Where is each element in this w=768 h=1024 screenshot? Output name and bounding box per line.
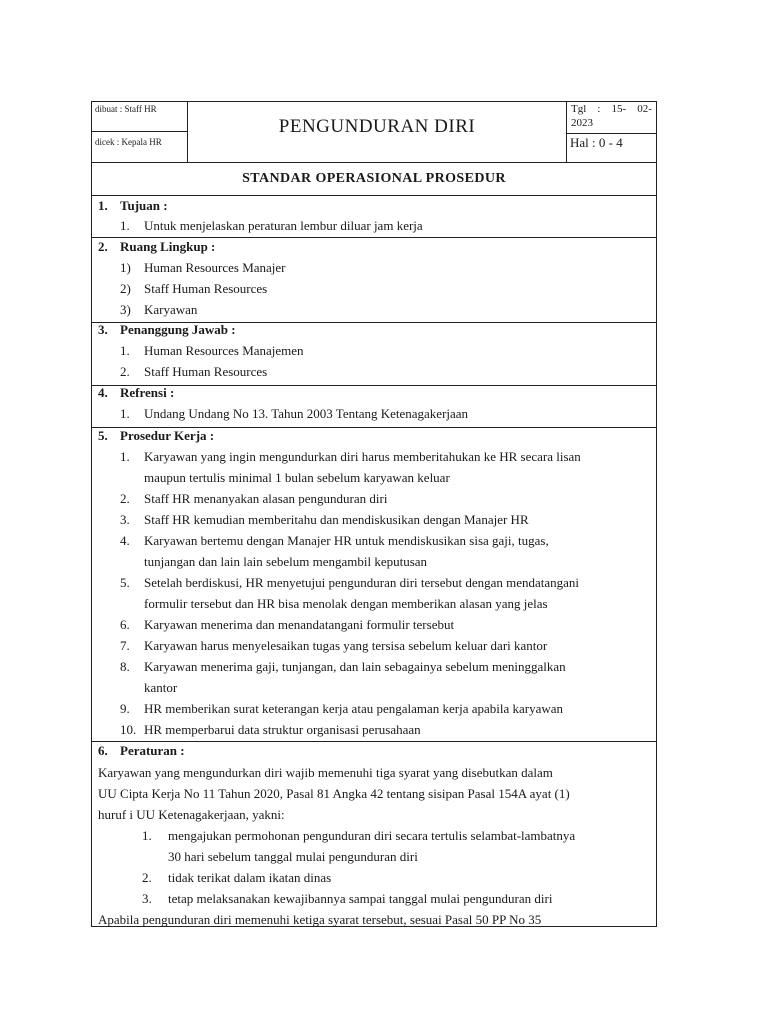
section-title: 1. Tujuan :: [98, 198, 168, 213]
document-title: PENGUNDURAN DIRI: [188, 102, 567, 162]
list-item: 3. tetap melaksanakan kewajibannya sampai tanggal mulai pengunduran diri: [142, 891, 553, 906]
document-header: [92, 102, 656, 163]
page-number: Hal : 0 - 4: [570, 135, 623, 150]
list-item: 1. mengajukan permohonan pengunduran diri secara tertulis selambat-lambatnya: [142, 828, 576, 843]
section-prosedur-kerja: [92, 428, 656, 742]
section-penanggung-jawab: [92, 323, 656, 386]
section-title: 5. Prosedur Kerja :: [98, 428, 215, 443]
list-item: 1. Untuk menjelaskan peraturan lembur diluar jam kerja: [120, 218, 423, 233]
list-item: 1. Human Resources Manajemen: [120, 343, 304, 358]
list-item: 1. Undang Undang No 13. Tahun 2003 Tentang Ketenagakerjaan: [120, 406, 469, 421]
paragraph-line: Karyawan yang mengundurkan diri wajib memenuhi tiga syarat yang disebutkan dalam: [98, 765, 553, 780]
list-item: 2. Staff HR menanyakan alasan pengunduran diri: [120, 491, 388, 506]
section-title: 6. Peraturan :: [98, 743, 185, 758]
date-label: Tgl: [571, 103, 587, 115]
section-title: 2. Ruang Lingkup :: [98, 239, 216, 254]
created-by: dibuat : Staff HR: [92, 102, 188, 132]
list-item: 3. Staff HR kemudian memberitahu dan mendiskusikan dengan Manajer HR: [120, 512, 529, 527]
date-year: 2023: [571, 117, 593, 129]
paragraph-line: UU Cipta Kerja No 11 Tahun 2020, Pasal 81 Angka 42 tentang sisipan Pasal 154A ayat (1): [98, 786, 570, 801]
checked-by: dicek : Kepala HR: [92, 132, 188, 162]
list-item: 9. HR memberikan surat keterangan kerja atau pengalaman kerja apabila karyawan: [120, 701, 564, 716]
date-day: 15-: [611, 103, 627, 115]
section-title: 3. Penanggung Jawab :: [98, 322, 236, 337]
section-title: 4. Refrensi :: [98, 385, 175, 400]
list-item: 6. Karyawan menerima dan menandatangani formulir tersebut: [120, 617, 455, 632]
paragraph-line: huruf i UU Ketenagakerjaan, yakni:: [98, 807, 285, 822]
date-month: 02-: [637, 103, 652, 115]
list-item: 1) Human Resources Manajer: [120, 260, 286, 275]
section-ruang-lingkup: [92, 238, 656, 323]
list-item: 7. Karyawan harus menyelesaikan tugas yang tersisa sebelum keluar dari kantor: [120, 638, 548, 653]
list-item-continuation: formulir tersebut dan HR bisa menolak dengan memberikan alasan yang jelas: [144, 596, 548, 611]
list-item: 5. Setelah berdiskusi, HR menyetujui pengunduran diri tersebut dengan mendatangani: [120, 575, 580, 590]
list-item: 10. HR memperbarui data struktur organisasi perusahaan: [120, 722, 421, 737]
paragraph-line: Apabila pengunduran diri memenuhi ketiga syarat tersebut, sesuai Pasal 50 PP No 35: [98, 912, 542, 927]
section-peraturan: [92, 742, 656, 926]
list-item: 2) Staff Human Resources: [120, 281, 268, 296]
list-item: 4. Karyawan bertemu dengan Manajer HR untuk mendiskusikan sisa gaji, tugas,: [120, 533, 549, 548]
sop-document: [91, 101, 657, 927]
list-item: 2. Staff Human Resources: [120, 364, 268, 379]
section-refrensi: [92, 386, 656, 428]
list-item-continuation: tunjangan dan lain lain sebelum mengambil keputusan: [144, 554, 428, 569]
list-item: 8. Karyawan menerima gaji, tunjangan, dan lain sebagainya sebelum meninggalkan: [120, 659, 566, 674]
list-item-continuation: maupun tertulis minimal 1 bulan sebelum karyawan keluar: [144, 470, 450, 485]
list-item: 1. Karyawan yang ingin mengundurkan diri harus memberitahukan ke HR secara lisan: [120, 449, 581, 464]
section-tujuan: [92, 195, 656, 238]
list-item-continuation: kantor: [144, 680, 178, 695]
date-row: [571, 102, 652, 116]
sop-heading: STANDAR OPERASIONAL PROSEDUR: [92, 162, 656, 196]
date-cell: [567, 102, 656, 134]
date-colon: :: [597, 103, 601, 115]
list-item-continuation: 30 hari sebelum tanggal mulai pengunduran diri: [168, 849, 418, 864]
list-item: 2. tidak terikat dalam ikatan dinas: [142, 870, 332, 885]
list-item: 3) Karyawan: [120, 302, 198, 317]
